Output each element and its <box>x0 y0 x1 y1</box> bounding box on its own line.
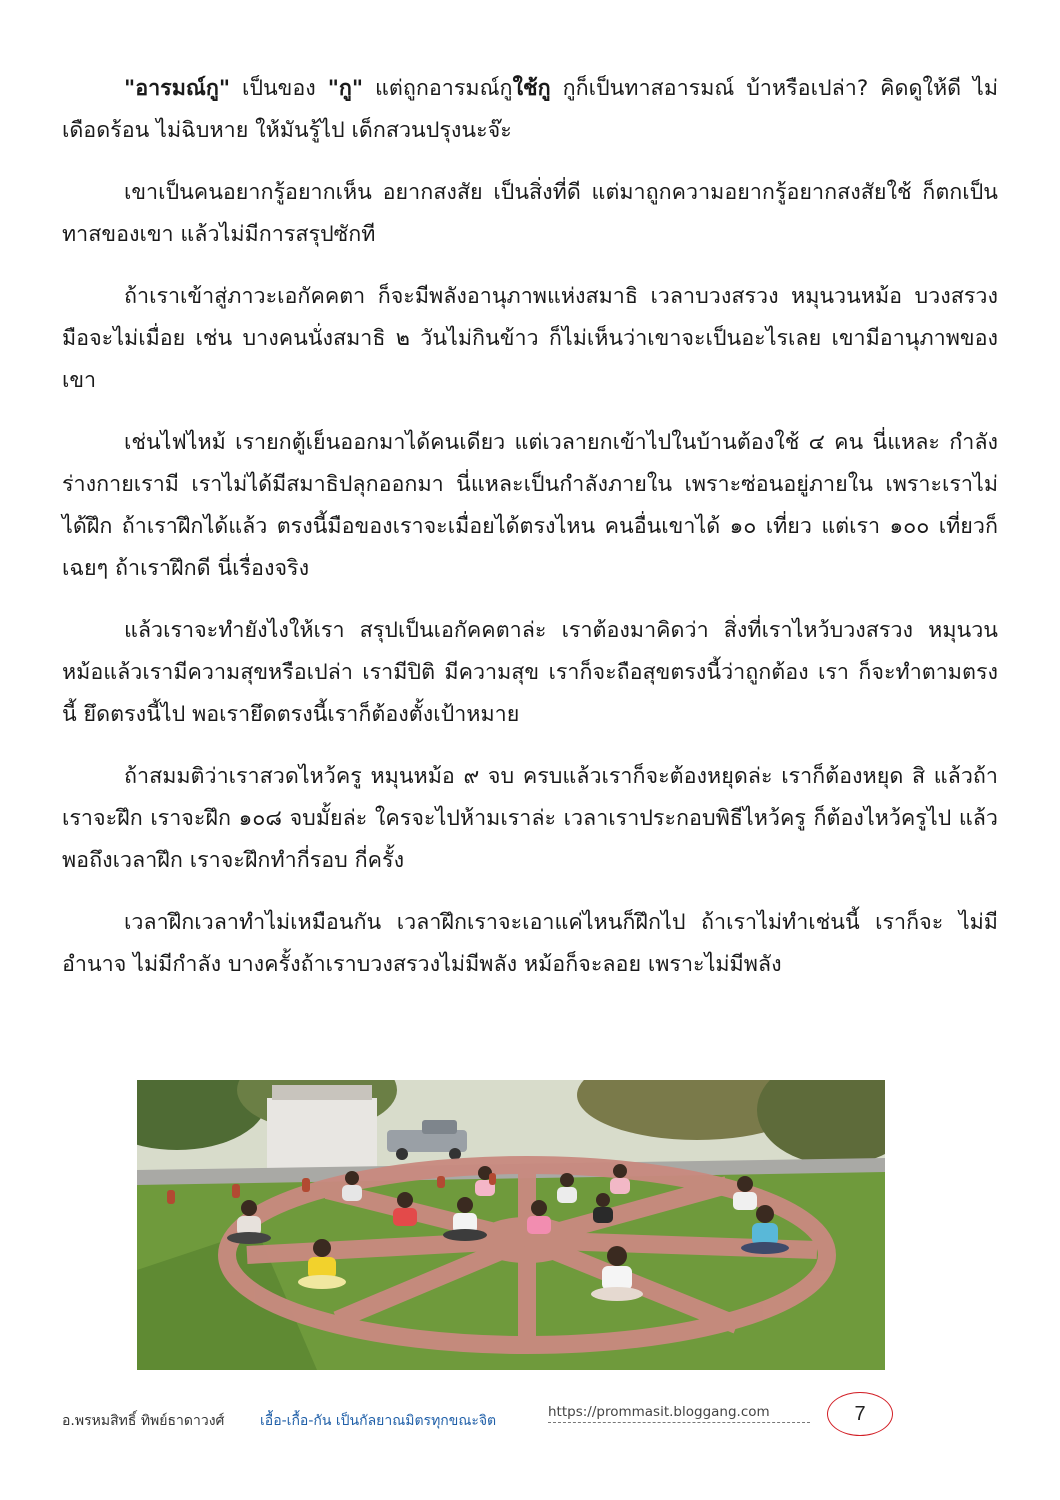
page-footer <box>62 1392 1002 1452</box>
paragraph-5: แล้วเราจะทำยังไงให้เรา สรุปเป็นเอกัคคตาล่ะ เราต้องมาคิดว่า สิ่งที่เราไหว้บวงสรวง หมุนวนหม้อแล้วเรามีความสุขหรือเปล่า เรามีปิติ มีความสุข เราก็จะถือสุขตรงนี้ว่าถูกต้อง เรา ก็จะทำตามตรงนี้ ยึดตรงนี้ไป พอเรายึดตรงนี้เราก็ต้องตั้งเป้าหมาย <box>62 618 998 727</box>
bold-phrase: "กู" <box>327 76 364 101</box>
bold-phrase: "อารมณ์กู" <box>124 76 231 101</box>
group-meditation-photo <box>137 1080 885 1370</box>
paragraph-2: เขาเป็นคนอยากรู้อยากเห็น อยากสงสัย เป็นสิ่งที่ดี แต่มาถูกความอยากรู้อยากสงสัยใช้ ก็ตกเป็นทาสของเขา แล้วไม่มีการสรุปซักที <box>62 180 998 247</box>
paragraph-6: ถ้าสมมติว่าเราสวดไหว้ครู หมุนหม้อ ๙ จบ ครบแล้วเราก็จะต้องหยุดล่ะ เราก็ต้องหยุด สิ แล้วถ้าเราจะฝึก เราจะฝึก ๑๐๘ จบมั้ยล่ะ ใครจะไปห้ามเราล่ะ เวลาเราประกอบพิธีไหว้ครู ก็ต้องไหว้ครูไป แล้วพอถึงเวลาฝึก เราจะฝึกทำกี่รอบ กี่ครั้ง <box>62 764 998 873</box>
footer-author: อ.พรหมสิทธิ์ ทิพย์ธาดาวงศ์ <box>62 1413 225 1429</box>
bold-phrase: ใช้กู <box>512 76 551 101</box>
paragraph-7: เวลาฝึกเวลาทำไม่เหมือนกัน เวลาฝึกเราจะเอาแค่ไหนก็ฝึกไป ถ้าเราไม่ทำเช่นนี้ เราก็จะ ไม่มีอำนาจ ไม่มีกำลัง บางครั้งถ้าเราบวงสรวงไม่มีพลัง หม้อก็จะลอย เพราะไม่มีพลัง <box>62 910 998 977</box>
document-body <box>62 68 998 1006</box>
text-run: แต่ถูกอารมณ์กู <box>363 76 513 101</box>
paragraph-3: ถ้าเราเข้าสู่ภาวะเอกัคคตา ก็จะมีพลังอานุภาพแห่งสมาธิ เวลาบวงสรวง หมุนวนหม้อ บวงสรวงมือจะไม่เมื่อย เช่น บางคนนั่งสมาธิ ๒ วันไม่กินข้าว ก็ไม่เห็นว่าเขาจะเป็นอะไรเลย เขามีอานุภาพของเขา <box>62 284 998 393</box>
paragraph-1 <box>62 68 998 152</box>
footer-url-link[interactable]: https://prommasit.bloggang.com <box>548 1404 810 1423</box>
paragraph-4: เช่นไฟไหม้ เรายกตู้เย็นออกมาได้คนเดียว แต่เวลายกเข้าไปในบ้านต้องใช้ ๔ คน นี่แหละ กำลังร่างกายเรามี เราไม่ได้มีสมาธิปลุกออกมา นี่แหละเป็นกำลังภายใน เพราะซ่อนอยู่ภายใน เพราะเราไม่ได้ฝึก ถ้าเราฝึกได้แล้ว ตรงนี้มือของเราจะเมื่อยได้ตรงไหน คนอื่นเขาได้ ๑๐ เที่ยว แต่เรา ๑๐๐ เที่ยวก็เฉยๆ ถ้าเราฝึกดี นี่เรื่องจริง <box>62 430 998 581</box>
footer-series-title: เอื้อ-เกื้อ-กัน เป็นกัลยาณมิตรทุกขณะจิต <box>260 1413 497 1429</box>
text-run: เป็นของ <box>230 76 328 101</box>
page-number: 7 <box>827 1392 893 1436</box>
text-run: กูก็เป็นทาสอารมณ์ บ้าหรือเปล่า? คิดดูให้ดี ไม่เดือดร้อน ไม่ฉิบหาย ให้มันรู้ไป เด็กสวนปรุงนะจ๊ะ <box>62 76 998 143</box>
